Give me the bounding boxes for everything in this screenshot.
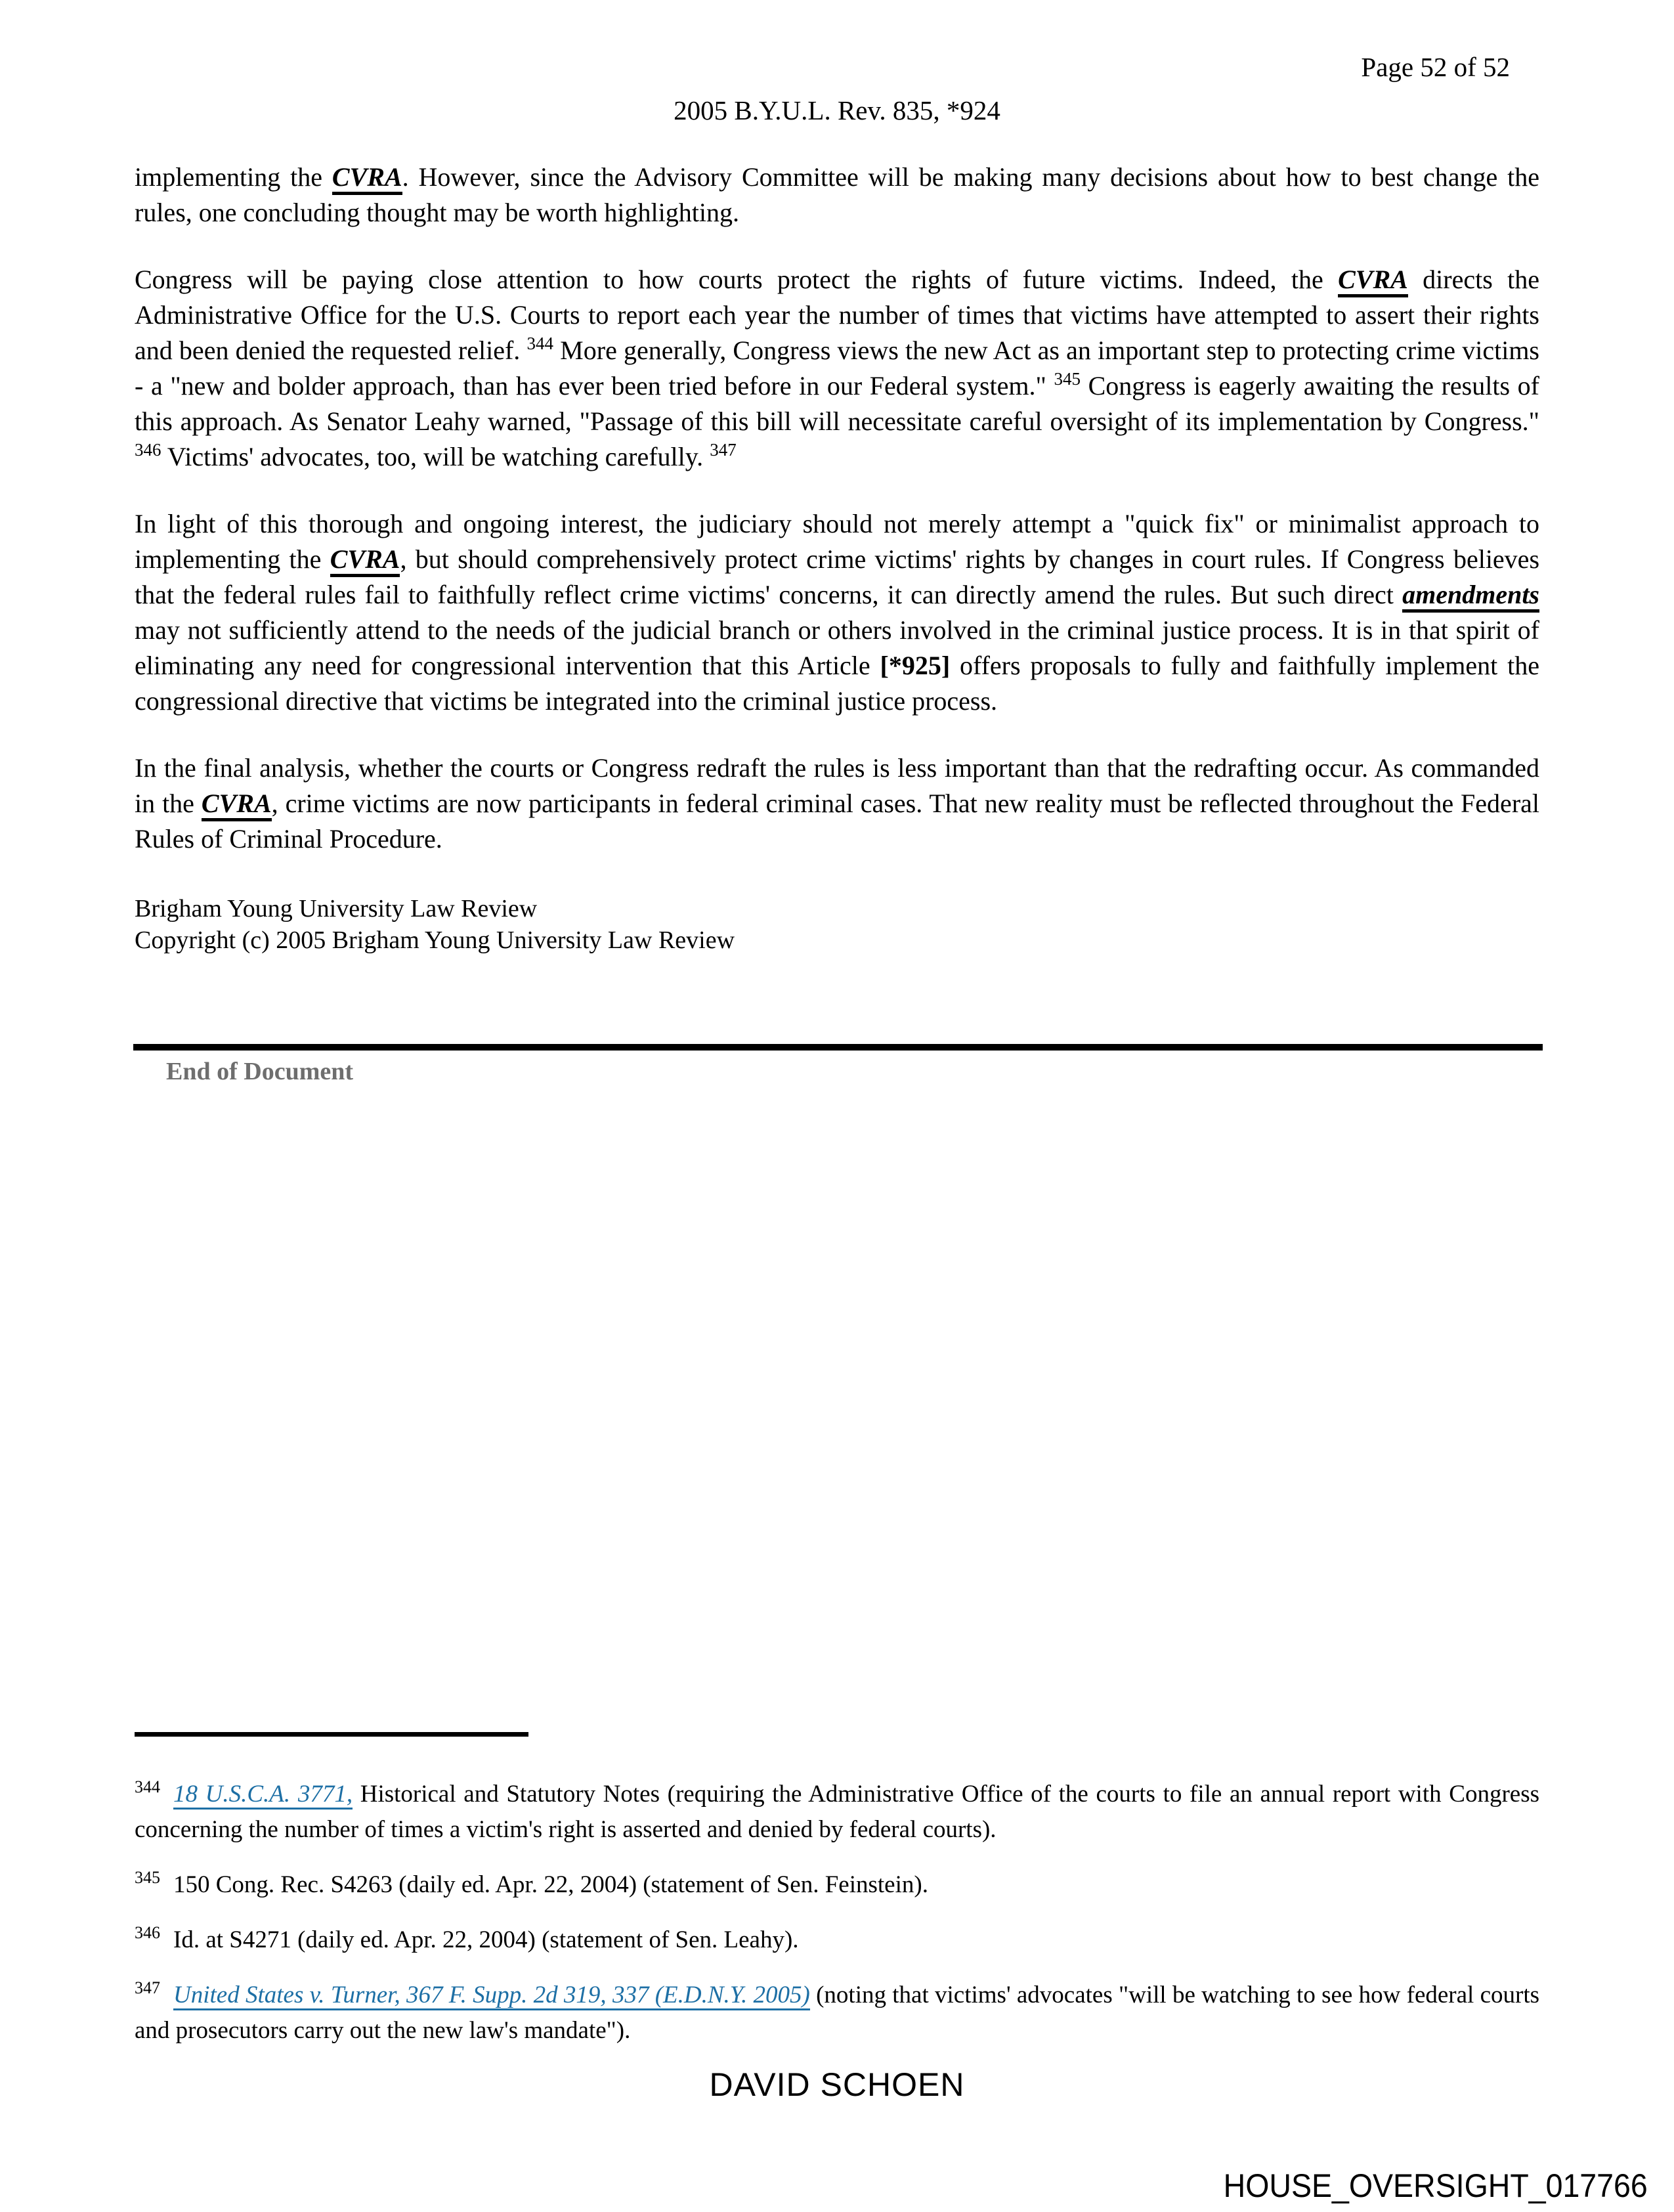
footnote-text <box>173 1871 928 1898</box>
text-run: 150 Cong. Rec. S4263 (daily ed. Apr. 22, 2004) (statement of Sen. Feinstein). <box>173 1871 928 1898</box>
footnote <box>135 1777 1539 1848</box>
text-run: In light of this thorough and ongoing interest, the judiciary should not merely attempt a "quick fix" or minimalist approach to implementing the <box>135 509 1539 574</box>
footnote-text <box>135 1781 1539 1843</box>
text-run: Victims' advocates, too, will be watching carefully. <box>161 442 710 471</box>
end-of-document-rule <box>133 1044 1543 1051</box>
footnote <box>135 1867 1539 1903</box>
footnote-separator-rule <box>135 1732 528 1737</box>
text-run: Historical and Statutory Notes (requiring the Administrative Office of the courts to file an annual report with Congress concerning the number of times a victim's right is asserted and denied by federal courts). <box>135 1781 1539 1843</box>
citation-link[interactable]: 18 U.S.C.A. 3771, <box>173 1781 353 1810</box>
copyright-line: Copyright (c) 2005 Brigham Young University Law Review <box>135 926 735 954</box>
footnote <box>135 1978 1539 2049</box>
footnote-reference: 347 <box>710 440 737 460</box>
document-body <box>135 160 1539 956</box>
bates-number: HOUSE_OVERSIGHT_017766 <box>1223 2167 1648 2204</box>
emphasized-term: amendments <box>1402 580 1539 613</box>
body-paragraph <box>135 750 1539 857</box>
text-run: (noting that victims' advocates "will be watching to see how federal courts and prosecutors carry out the new law's mandate"). <box>135 1982 1540 2044</box>
body-paragraph <box>135 262 1539 475</box>
end-of-document-label: End of Document <box>166 1058 354 1085</box>
text-run: directs the Administrative Office for the U.S. Courts to report each year the number of times that victims have attempted to assert their rights and been denied the requested relief. <box>135 265 1540 365</box>
signature-stamp: DAVID SCHOEN <box>709 2066 965 2103</box>
text-run: may not sufficiently attend to the needs of the judicial branch or others involved in the criminal justice process. It is in that spirit of eliminating any need for congressional intervention that this Article <box>135 615 1539 680</box>
text-run: [*925] <box>880 651 951 680</box>
emphasized-term: CVRA <box>202 789 272 821</box>
text-run: implementing the <box>135 162 332 192</box>
publication-name: Brigham Young University Law Review <box>135 895 538 922</box>
footnote-number: 347 <box>135 1978 160 1997</box>
footnote <box>135 1922 1539 1958</box>
text-run: In the final analysis, whether the courts or Congress redraft the rules is less important than that the redrafting occur. As commanded in the <box>135 753 1539 818</box>
footnote-number: 345 <box>135 1867 160 1887</box>
footnote-number: 346 <box>135 1922 160 1942</box>
publication-credit-block <box>135 893 1539 956</box>
emphasized-term: CVRA <box>1338 265 1408 297</box>
text-run: More generally, Congress views the new Act as an important step to protecting crime victims - a "new and bolder approach, than has ever been tried before in our Federal system." <box>135 336 1540 401</box>
document-citation-header: 2005 B.Y.U.L. Rev. 835, *924 <box>674 95 1000 125</box>
footnote-text <box>135 1982 1539 2044</box>
text-run: Congress is eagerly awaiting the results of this approach. As Senator Leahy warned, "Passage of this bill will necessitate careful oversight of its implementation by Congress." <box>135 371 1539 436</box>
text-run: offers proposals to fully and faithfully implement the congressional directive that victims be integrated into the criminal justice process. <box>135 651 1539 716</box>
text-run: , but should comprehensively protect crime victims' rights by changes in court rules. If Congress believes that the federal rules fail to faithfully reflect crime victims' concerns, it can directly amend the rules. But such direct <box>135 544 1540 609</box>
footnote-text <box>173 1926 799 1953</box>
footnote-number: 344 <box>135 1777 160 1796</box>
text-run: , crime victims are now participants in federal criminal cases. That new reality must be reflected throughout the Federal Rules of Criminal Procedure. <box>135 789 1540 854</box>
body-paragraph <box>135 160 1539 230</box>
text-run: Id. at S4271 (daily ed. Apr. 22, 2004) (statement of Sen. Leahy). <box>173 1926 799 1953</box>
page-indicator: Page 52 of 52 <box>1361 52 1510 82</box>
body-paragraph <box>135 506 1539 719</box>
emphasized-term: CVRA <box>332 162 402 195</box>
footnote-reference: 345 <box>1054 369 1081 389</box>
text-run: Congress will be paying close attention to how courts protect the rights of future victims. Indeed, the <box>135 265 1339 294</box>
emphasized-term: CVRA <box>330 544 400 577</box>
footnote-reference: 344 <box>526 334 553 354</box>
footnotes-section <box>135 1777 1539 2068</box>
text-run: . However, since the Advisory Committee will be making many decisions about how to best change the rules, one concluding thought may be worth highlighting. <box>135 162 1539 227</box>
citation-link[interactable]: United States v. Turner, 367 F. Supp. 2d 319, 337 (E.D.N.Y. 2005) <box>173 1982 810 2010</box>
footnote-reference: 346 <box>135 440 161 460</box>
